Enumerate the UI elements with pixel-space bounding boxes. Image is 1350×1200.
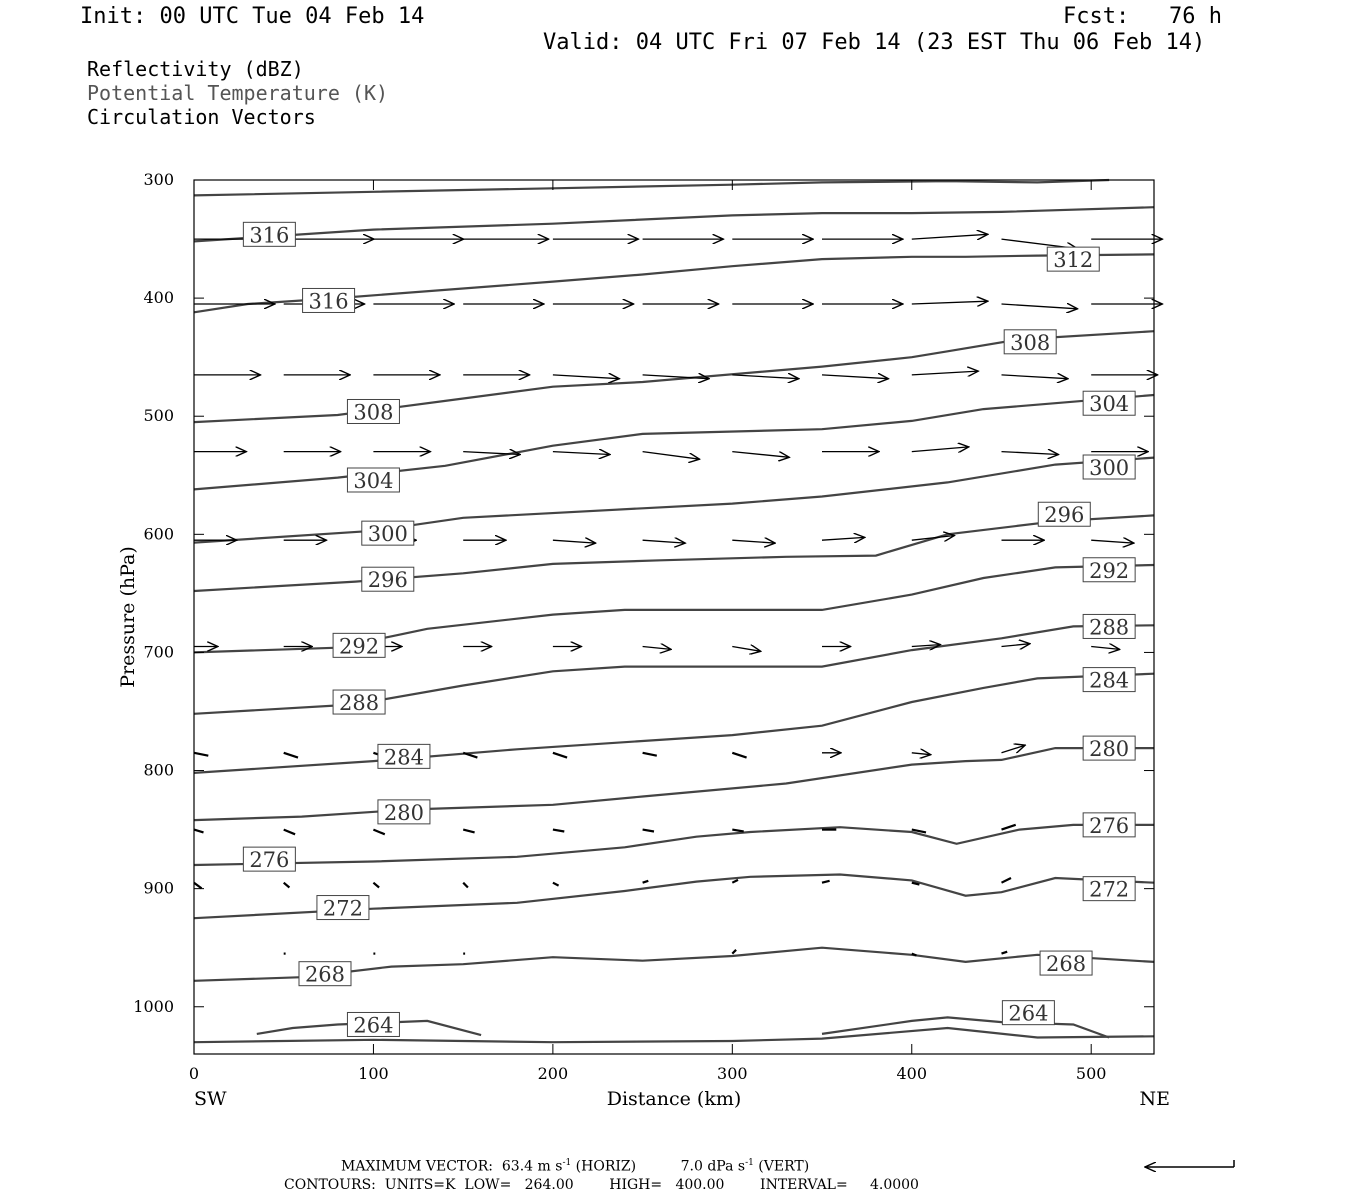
contour-label: 316 xyxy=(249,223,290,248)
circulation-vector xyxy=(373,830,384,835)
circulation-vector xyxy=(1002,452,1059,455)
y-tick-label: 600 xyxy=(143,524,174,544)
contour-label: 300 xyxy=(1089,456,1130,481)
x-tick-label: 500 xyxy=(1075,1064,1107,1083)
vert-label: (VERT) xyxy=(758,1158,810,1175)
contour-label: 276 xyxy=(249,848,290,873)
max-vector-exponent: -1 xyxy=(562,1158,572,1168)
circulation-vector xyxy=(912,301,988,304)
circulation-vector xyxy=(643,540,686,543)
y-axis-title: Pressure (hPa) xyxy=(117,546,139,688)
circulation-vector xyxy=(732,647,761,652)
contour-label: 288 xyxy=(339,691,380,716)
circulation-vector xyxy=(1002,304,1078,309)
contour-label: 272 xyxy=(322,896,363,921)
circulation-vector xyxy=(643,452,700,460)
circulation-vector xyxy=(732,830,743,832)
circulation-vector xyxy=(643,830,654,832)
y-tick-label: 300 xyxy=(143,170,174,189)
contour-labels-layer xyxy=(243,222,1135,1037)
contour-line xyxy=(194,825,1154,865)
circulation-vector xyxy=(643,881,649,883)
circulation-vector xyxy=(194,753,208,756)
x-tick-label: 200 xyxy=(537,1064,569,1083)
vert-vector-value: 7.0 dPa s xyxy=(680,1158,746,1175)
x-tick-label: 100 xyxy=(358,1064,389,1083)
contour-label: 284 xyxy=(1089,668,1130,693)
legend-reflectivity: Reflectivity (dBZ) xyxy=(87,57,304,81)
circulation-vector xyxy=(553,753,567,758)
circulation-vector xyxy=(553,540,596,543)
circulation-vector xyxy=(1002,825,1016,830)
init-time: Init: 00 UTC Tue 04 Feb 14 xyxy=(80,4,425,29)
contour-label: 268 xyxy=(304,962,346,987)
contour-label: 292 xyxy=(339,634,380,659)
contour-label: 276 xyxy=(1089,813,1130,838)
axes-layer xyxy=(133,170,1154,1083)
circulation-vector xyxy=(463,883,468,888)
circulation-vector xyxy=(912,753,931,755)
circulation-vector xyxy=(732,452,789,458)
circulation-vector xyxy=(732,753,746,758)
contour-line xyxy=(194,1028,1154,1042)
circulation-vector xyxy=(732,880,738,883)
y-tick-label: 400 xyxy=(143,288,174,308)
circulation-vector xyxy=(463,830,474,833)
circulation-vector xyxy=(1002,375,1069,379)
circulation-vector xyxy=(912,234,988,239)
reference-vector-arrow xyxy=(1145,1160,1234,1167)
contour-label: 268 xyxy=(1046,952,1087,977)
circulation-vector xyxy=(194,883,202,889)
contours-info: CONTOURS: UNITS=K LOW= 264.00 HIGH= 400.00 INTERVAL= 4.0000 xyxy=(284,1177,919,1193)
circulation-vector xyxy=(643,647,672,650)
contour-label: 280 xyxy=(1089,737,1130,762)
circulation-vector xyxy=(553,375,620,379)
y-tick-label: 900 xyxy=(143,878,174,898)
contour-label: 304 xyxy=(353,468,394,493)
contour-label: 312 xyxy=(1053,248,1094,273)
y-tick-label: 1000 xyxy=(133,996,174,1016)
circulation-vector xyxy=(194,830,204,833)
contour-label: 264 xyxy=(1008,1001,1049,1026)
contour-line xyxy=(194,748,1154,820)
contour-label: 304 xyxy=(1089,392,1130,417)
circulation-vector xyxy=(732,540,775,543)
circulation-vector xyxy=(912,371,979,375)
circulation-vector xyxy=(1002,878,1012,883)
horiz-label: (HORIZ) xyxy=(575,1158,637,1175)
max-vector-value: 63.4 m s xyxy=(501,1158,563,1175)
contour-line xyxy=(194,207,1154,241)
contour-line xyxy=(194,458,1154,543)
contour-label: 308 xyxy=(1010,330,1051,355)
contour-label: 296 xyxy=(1044,503,1085,528)
circulation-vector xyxy=(284,883,290,888)
contour-label: 288 xyxy=(1089,615,1130,640)
circulation-vector xyxy=(732,950,736,954)
circulation-vector xyxy=(822,537,865,540)
circulation-vector xyxy=(822,881,830,883)
circulation-vector xyxy=(1002,644,1031,647)
contour-label: 308 xyxy=(353,400,394,425)
circulation-vector xyxy=(912,447,969,452)
contour-line xyxy=(194,515,1154,591)
circulation-vector xyxy=(284,830,295,835)
y-tick-label: 800 xyxy=(143,760,174,780)
contour-label: 280 xyxy=(383,800,424,825)
circulation-vector xyxy=(1091,540,1134,543)
contour-label: 316 xyxy=(308,289,349,314)
x-tick-label: 300 xyxy=(717,1064,748,1083)
circulation-vector xyxy=(1002,745,1026,753)
circulation-vector xyxy=(553,452,610,455)
valid-time: Valid: 04 UTC Fri 07 Feb 14 (23 EST Thu 06 Feb 14) xyxy=(543,30,1206,55)
x-axis-title: Distance (km) xyxy=(606,1088,742,1110)
circulation-vector xyxy=(643,753,657,756)
contour-line xyxy=(194,180,1109,195)
contour-label: 284 xyxy=(383,745,424,770)
circulation-vector xyxy=(553,883,559,886)
legend-circulation-vectors: Circulation Vectors xyxy=(87,105,316,129)
contour-label: 272 xyxy=(1089,877,1130,902)
maximum-vector-line xyxy=(341,1158,809,1175)
y-tick-label: 700 xyxy=(143,642,174,662)
circulation-vector xyxy=(1091,647,1120,650)
circulation-vector xyxy=(284,753,298,758)
y-tick-label: 500 xyxy=(143,406,174,426)
forecast-hour: Fcst: 76 h xyxy=(1063,4,1222,29)
circulation-vector xyxy=(732,375,799,379)
contour-label: 264 xyxy=(353,1013,394,1038)
legend-potential-temperature: Potential Temperature (K) xyxy=(87,81,389,105)
contour-line xyxy=(194,395,1154,489)
circulation-vector xyxy=(553,830,564,832)
ne-endpoint-label: NE xyxy=(1139,1088,1170,1110)
x-tick-label: 400 xyxy=(896,1064,928,1083)
sw-endpoint-label: SW xyxy=(194,1088,227,1110)
contour-label: 300 xyxy=(367,522,408,547)
circulation-vector xyxy=(373,883,379,888)
circulation-vector xyxy=(1002,952,1008,954)
contour-label: 292 xyxy=(1089,558,1130,583)
circulation-vector xyxy=(822,375,889,379)
x-tick-label: 0 xyxy=(188,1064,200,1083)
contour-label: 296 xyxy=(367,568,408,593)
vert-vector-exponent: -1 xyxy=(745,1158,754,1168)
max-vector-label: MAXIMUM VECTOR: xyxy=(341,1158,493,1175)
